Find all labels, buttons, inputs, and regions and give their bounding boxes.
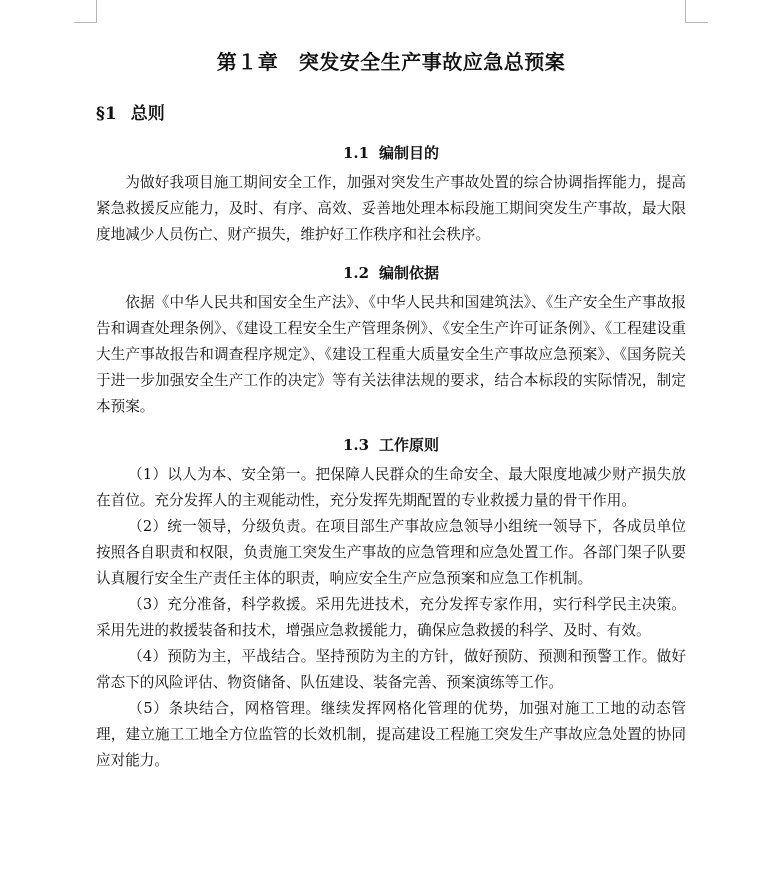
page-corner-mark-left [74, 0, 97, 23]
subsection-title: 编制依据 [379, 264, 440, 282]
paragraph: 依据《中华人民共和国安全生产法》、《中华人民共和国建筑法》、《生产安全生产事故报告和调查处理条例》、《建设工程安全生产管理条例》、《安全生产许可证条例》、《工程建设重大生产事故报告和调查程序规定》、《建设工程重大质量安全生产事故应急预案》、《国务院关于进一步加强安全生产工作的决定》等有关法律法规的要求，结合本标段的实际情况，制定本预案。 [96, 294, 686, 415]
subsection-title: 编制目的 [379, 144, 440, 162]
section-heading [96, 100, 686, 128]
chapter-title: 第１章 突发安全生产事故应急总预案 [216, 50, 566, 74]
principle-item: （1）以人为本、安全第一。把保障人民群众的生命安全、最大限度地减少财产损失放在首位。充分发挥人的主观能动性，充分发挥先期配置的专业救援力量的骨干作用。 [96, 466, 686, 509]
subsection-number: 1.3 [342, 436, 370, 454]
subsection-heading [96, 432, 686, 458]
principle-item: （3）充分准备，科学救援。采用先进技术，充分发挥专家作用，实行科学民主决策。采用先进的救援装备和技术，增强应急救援能力，确保应急救援的科学、及时、有效。 [96, 596, 686, 639]
principle-item: （2）统一领导，分级负责。在项目部生产事故应急领导小组统一领导下，各成员单位按照各自职责和权限，负责施工突发生产事故的应急管理和应急处置工作。各部门架子队要认真履行安全生产责任主体的职责，响应安全生产应急预案和应急工作机制。 [96, 518, 686, 587]
paragraph: 为做好我项目施工期间安全工作，加强对突发生产事故处置的综合协调指挥能力，提高紧急救援反应能力，及时、有序、高效、妥善地处理本标段施工期间突发生产事故，最大限度地减少人员伤亡、财产损失，维护好工作秩序和社会秩序。 [96, 174, 686, 243]
subsection-heading [96, 140, 686, 166]
subsection-number: 1.1 [342, 144, 370, 162]
subsection-title: 工作原则 [379, 436, 440, 454]
page-corner-mark-right [685, 0, 708, 23]
section-number: §1 [96, 104, 117, 124]
principle-item: （5）条块结合，网格管理。继续发挥网格化管理的优势，加强对施工工地的动态管理，建立施工工地全方位监管的长效机制，提高建设工程施工突发生产事故应急处置的协同应对能力。 [96, 700, 686, 769]
document-body [96, 44, 686, 774]
subsection-heading [96, 260, 686, 286]
subsection-number: 1.2 [342, 264, 370, 282]
section-title: 总则 [130, 104, 165, 124]
principle-item: （4）预防为主，平战结合。坚持预防为主的方针，做好预防、预测和预警工作。做好常态下的风险评估、物资储备、队伍建设、装备完善、预案演练等工作。 [96, 648, 686, 691]
